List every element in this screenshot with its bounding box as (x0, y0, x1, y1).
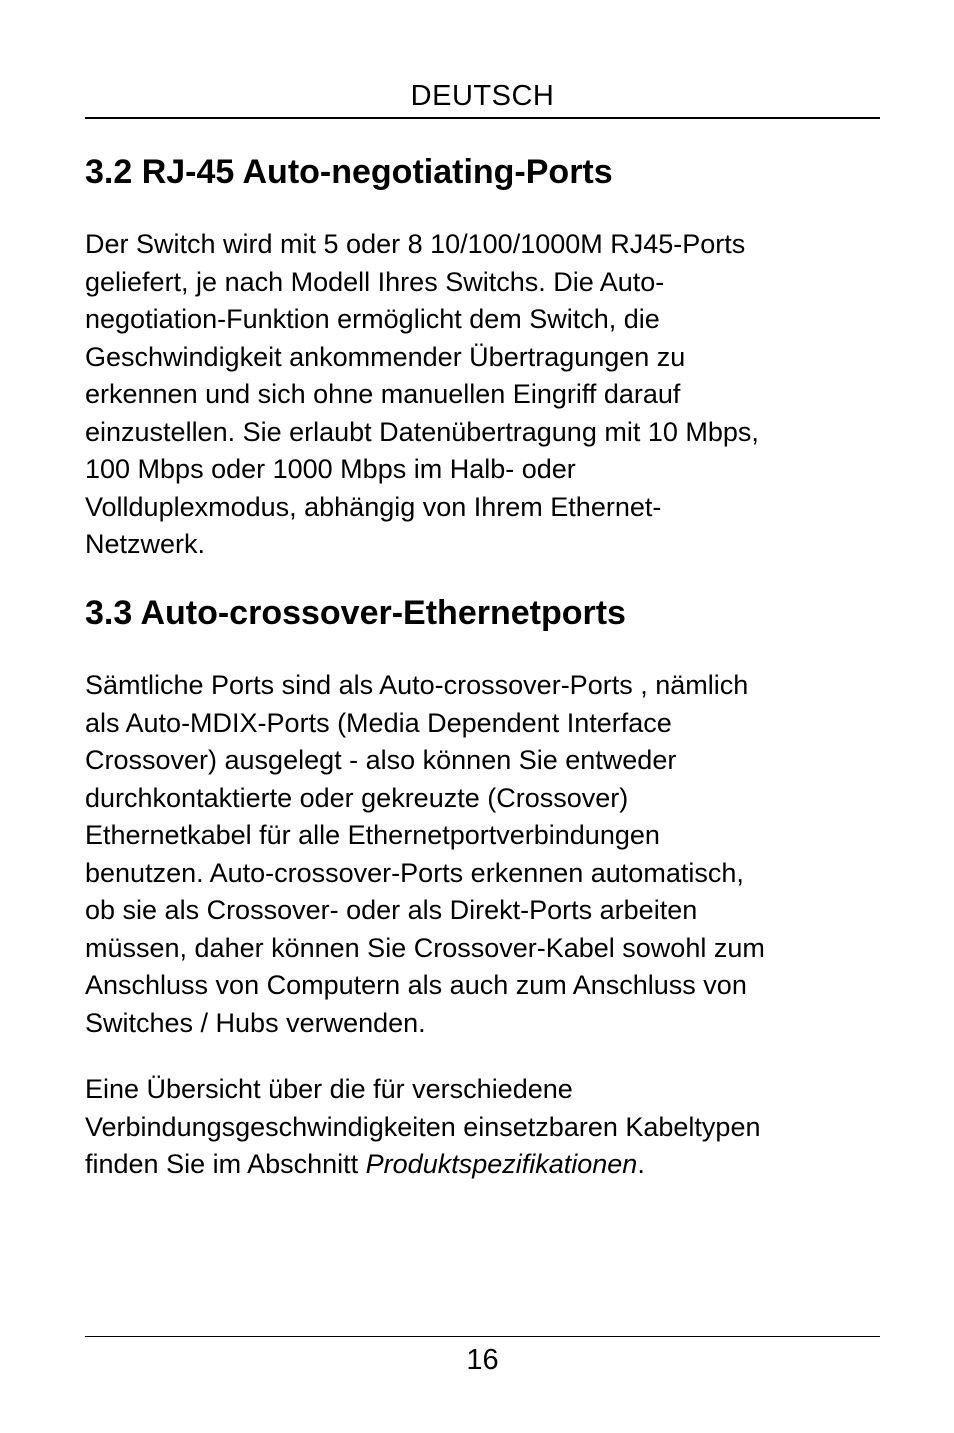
text-line: erkennen und sich ohne manuellen Eingriff darauf (85, 379, 681, 409)
text-line: Ethernetkabel für alle Ethernetportverbindungen (85, 820, 660, 850)
text-line: Vollduplexmodus, abhängig von Ihrem Ethernet- (85, 491, 662, 522)
text-line: Verbindungsgeschwindigkeiten einsetzbaren Kabeltypen (85, 1111, 761, 1142)
text-line: Anschluss von Computern als auch zum Anschluss von (85, 970, 747, 1000)
text-line: Switches / Hubs verwenden. (85, 1007, 426, 1038)
section-heading-3-2: 3.2 RJ-45 Auto-negotiating-Ports (85, 153, 613, 191)
text-line: durchkontaktierte oder gekreuzte (Crossover) (85, 782, 629, 813)
text-line: als Auto-MDIX-Ports (Media Dependent Interface (85, 707, 672, 738)
page-header-language: DEUTSCH (410, 80, 555, 112)
text-line: ob sie als Crossover- oder als Direkt-Ports arbeiten (85, 895, 698, 925)
text-line-with-reference (85, 1146, 880, 1184)
text-line: benutzen. Auto-crossover-Ports erkennen automatisch, (85, 857, 744, 888)
section-reference-emphasis: Produktspezifikationen (365, 1149, 638, 1179)
text-line: Eine Übersicht über die für verschiedene (85, 1074, 573, 1104)
page-number: 16 (466, 1344, 499, 1376)
text-fragment: finden Sie im Abschnitt (85, 1149, 366, 1179)
text-line: Netzwerk. (85, 529, 206, 559)
text-line: müssen, daher können Sie Crossover-Kabel sowohl zum (85, 932, 765, 963)
text-line: geliefert, je nach Modell Ihres Switchs. Die Auto- (85, 266, 665, 297)
header-divider (85, 117, 880, 119)
footer-divider (85, 1336, 880, 1337)
section-3-2-paragraph (85, 226, 880, 564)
text-line: Crossover) ausgelegt - also können Sie entweder (85, 745, 677, 775)
text-line: einzustellen. Sie erlaubt Datenübertragung mit 10 Mbps, (85, 416, 759, 447)
section-heading-3-3: 3.3 Auto-crossover-Ethernetports (85, 594, 626, 632)
text-line: Geschwindigkeit ankommender Übertragungen zu (85, 341, 686, 372)
text-line: Sämtliche Ports sind als Auto-crossover-Ports , nämlich (85, 670, 749, 700)
text-line: 100 Mbps oder 1000 Mbps im Halb- oder (85, 454, 576, 484)
section-3-3-paragraph-1 (85, 667, 880, 1042)
text-line: negotiation-Funktion ermöglicht dem Switch, die (85, 304, 660, 334)
text-fragment: . (637, 1149, 645, 1179)
document-page (85, 0, 880, 1433)
section-3-3-paragraph-2 (85, 1071, 880, 1184)
text-line: Der Switch wird mit 5 oder 8 10/100/1000M RJ45-Ports (85, 229, 746, 259)
